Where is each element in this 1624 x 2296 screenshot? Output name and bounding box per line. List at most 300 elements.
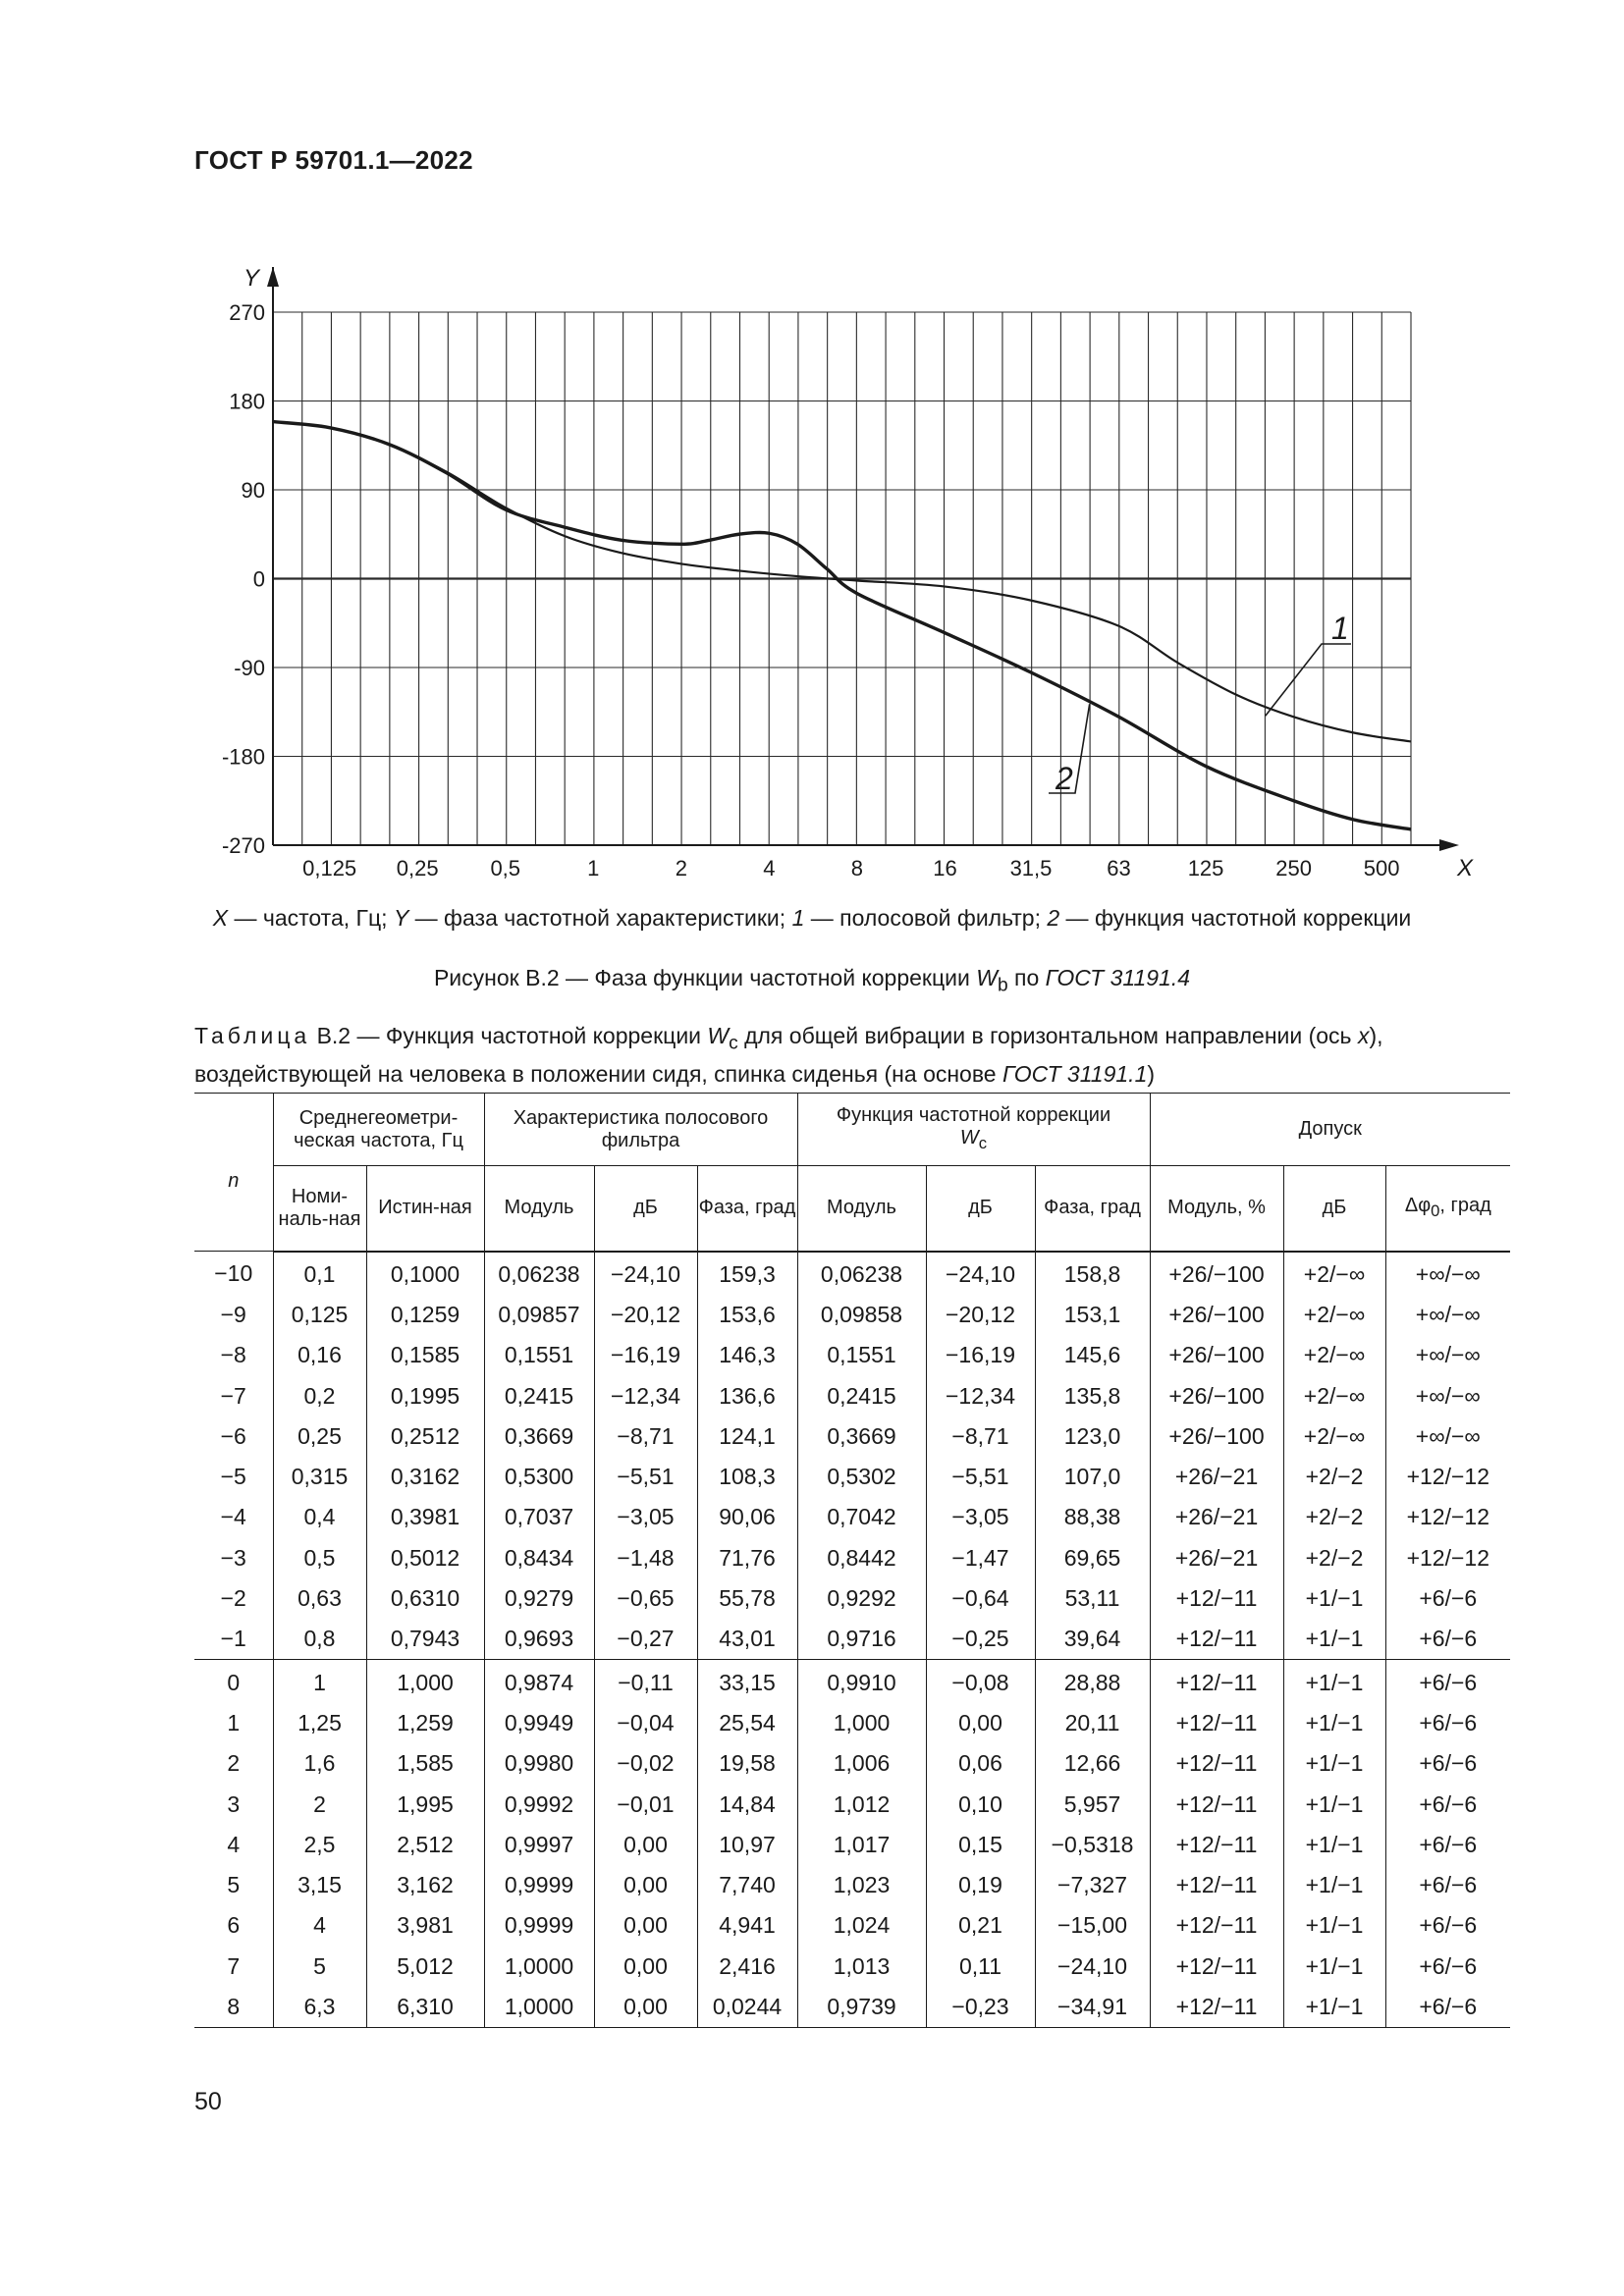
table-cell: 1,012 [797, 1784, 926, 1824]
table-cell: −7,327 [1035, 1865, 1150, 1905]
x-tick-label: 4 [763, 856, 776, 881]
table-cell: 0,8434 [484, 1538, 594, 1578]
table-cell: 0,7037 [484, 1497, 594, 1537]
table-cell: 0,1551 [797, 1335, 926, 1375]
table-cell: −6 [194, 1416, 273, 1457]
table-cell: −12,34 [926, 1375, 1035, 1415]
table-cell: +12/−12 [1385, 1497, 1510, 1537]
caption-w: W [976, 965, 998, 990]
table-cell: +26/−100 [1150, 1375, 1283, 1415]
annotation-label-2: 2 [1056, 761, 1073, 796]
table-title-axis: x [1357, 1023, 1370, 1048]
table-cell: 0,09858 [797, 1295, 926, 1335]
table-cell: +6/−6 [1385, 1703, 1510, 1743]
table-cell: 1,25 [273, 1703, 366, 1743]
table-row [194, 1784, 1510, 1824]
table-cell: 71,76 [697, 1538, 797, 1578]
table-cell: −0,04 [594, 1703, 697, 1743]
table-cell: 12,66 [1035, 1743, 1150, 1784]
table-cell: −12,34 [594, 1375, 697, 1415]
table-cell: 0,6310 [366, 1578, 484, 1619]
table-cell: +2/−∞ [1283, 1295, 1385, 1335]
table-cell: 0,00 [594, 1947, 697, 1987]
table-cell: −4 [194, 1497, 273, 1537]
table-cell: +2/−∞ [1283, 1375, 1385, 1415]
table-cell: 3,15 [273, 1865, 366, 1905]
table-cell: +26/−100 [1150, 1252, 1283, 1295]
table-cell: +2/−∞ [1283, 1335, 1385, 1375]
table-cell: −0,01 [594, 1784, 697, 1824]
table-cell: 10,97 [697, 1825, 797, 1865]
chart-series [273, 422, 1411, 829]
table-cell: +12/−11 [1150, 1703, 1283, 1743]
table-cell: +12/−11 [1150, 1947, 1283, 1987]
legend-t2: — функция частотной коррекции [1059, 905, 1412, 931]
table-cell: 7 [194, 1947, 273, 1987]
table-cell: +1/−1 [1283, 1865, 1385, 1905]
table-title-w: W [707, 1023, 730, 1048]
y-axis-label: Y [244, 265, 260, 292]
legend-y-symbol: Y [393, 905, 409, 931]
header-tol-db: дБ [1283, 1166, 1385, 1252]
table-title-label: Таблица [194, 1023, 311, 1048]
caption-prefix: Рисунок В.2 — Фаза функции частотной коррекции [433, 965, 977, 990]
table-cell: −10 [194, 1252, 273, 1295]
table-cell: 6,310 [366, 1987, 484, 2028]
document-header: ГОСТ Р 59701.1—2022 [194, 145, 473, 175]
table-cell: −0,65 [594, 1578, 697, 1619]
table-cell: 0,7042 [797, 1497, 926, 1537]
table-cell: +1/−1 [1283, 1947, 1385, 1987]
table-cell: 0,9999 [484, 1865, 594, 1905]
table-cell: −20,12 [926, 1295, 1035, 1335]
x-tick-label: 8 [850, 856, 864, 881]
table-cell: 1,023 [797, 1865, 926, 1905]
table-cell: 0,5302 [797, 1457, 926, 1497]
table-cell: 2,512 [366, 1825, 484, 1865]
table-cell: −16,19 [926, 1335, 1035, 1375]
table-cell: 0,9999 [484, 1905, 594, 1946]
header-corr-db: дБ [926, 1166, 1035, 1252]
x-tick-label: 125 [1187, 856, 1224, 881]
table-cell: 0,00 [594, 1825, 697, 1865]
table-cell: 53,11 [1035, 1578, 1150, 1619]
table-cell: 1,6 [273, 1743, 366, 1784]
table-cell: 136,6 [697, 1375, 797, 1415]
x-tick-label: 0,5 [490, 856, 521, 881]
table-cell: +2/−2 [1283, 1497, 1385, 1537]
table-cell: +1/−1 [1283, 1743, 1385, 1784]
table-cell: 1,995 [366, 1784, 484, 1824]
table-cell: 0,8442 [797, 1538, 926, 1578]
table-row [194, 1987, 1510, 2028]
table-cell: −0,64 [926, 1578, 1035, 1619]
table-cell: −7 [194, 1375, 273, 1415]
header-band-db: дБ [594, 1166, 697, 1252]
table-cell: 55,78 [697, 1578, 797, 1619]
table-cell: +2/−2 [1283, 1457, 1385, 1497]
table-cell: 90,06 [697, 1497, 797, 1537]
header-corr-module: Модуль [797, 1166, 926, 1252]
table-cell: −0,27 [594, 1619, 697, 1660]
table-cell: 0,315 [273, 1457, 366, 1497]
table-cell: +2/−∞ [1283, 1416, 1385, 1457]
table-row [194, 1497, 1510, 1537]
table-cell: −34,91 [1035, 1987, 1150, 2028]
table-cell: +12/−11 [1150, 1619, 1283, 1660]
table-cell: +12/−11 [1150, 1905, 1283, 1946]
table-cell: 0,21 [926, 1905, 1035, 1946]
table-row [194, 1703, 1510, 1743]
table-cell: 5 [273, 1947, 366, 1987]
table-cell: +1/−1 [1283, 1660, 1385, 1703]
table-cell: 28,88 [1035, 1660, 1150, 1703]
table-cell: 1,259 [366, 1703, 484, 1743]
table-cell: −0,11 [594, 1660, 697, 1703]
page-number: 50 [194, 2088, 222, 2115]
table-cell: −3,05 [594, 1497, 697, 1537]
header-nominal: Номи-наль-ная [273, 1166, 366, 1252]
table-cell: 0,00 [926, 1703, 1035, 1743]
table-cell: 5,957 [1035, 1784, 1150, 1824]
table-cell: 0,63 [273, 1578, 366, 1619]
table-row [194, 1947, 1510, 1987]
table-cell: +12/−11 [1150, 1865, 1283, 1905]
table-cell: +∞/−∞ [1385, 1252, 1510, 1295]
table-row [194, 1416, 1510, 1457]
table-cell: 0,5300 [484, 1457, 594, 1497]
legend-n1: 1 [791, 905, 805, 931]
x-tick-label: 2 [675, 856, 687, 881]
table-cell: 153,1 [1035, 1295, 1150, 1335]
table-cell: 0,00 [594, 1987, 697, 2028]
table-cell: −0,5318 [1035, 1825, 1150, 1865]
table-cell: 1,024 [797, 1905, 926, 1946]
header-true: Истин-ная [366, 1166, 484, 1252]
table-cell: 0,3669 [484, 1416, 594, 1457]
table-cell: +26/−21 [1150, 1457, 1283, 1497]
table-cell: 0,00 [594, 1905, 697, 1946]
table-row [194, 1375, 1510, 1415]
x-tick-label: 1 [587, 856, 600, 881]
table-cell: 6 [194, 1905, 273, 1946]
table-cell: 135,8 [1035, 1375, 1150, 1415]
phase-chart [0, 0, 1624, 893]
table-cell: 0,4 [273, 1497, 366, 1537]
table-cell: 0,10 [926, 1784, 1035, 1824]
table-cell: 2 [273, 1784, 366, 1824]
table-cell: 88,38 [1035, 1497, 1150, 1537]
table-cell: +26/−21 [1150, 1538, 1283, 1578]
y-tick-label: 90 [241, 478, 265, 503]
table-cell: +6/−6 [1385, 1619, 1510, 1660]
table-cell: 1,0000 [484, 1947, 594, 1987]
table-cell: 0 [194, 1660, 273, 1703]
table-cell: 0,3981 [366, 1497, 484, 1537]
table-cell: 0,5012 [366, 1538, 484, 1578]
table-cell: +6/−6 [1385, 1947, 1510, 1987]
table-cell: +1/−1 [1283, 1578, 1385, 1619]
table-cell: 0,2512 [366, 1416, 484, 1457]
table-cell: −3,05 [926, 1497, 1035, 1537]
table-title-ref: ГОСТ 31191.1 [1002, 1060, 1148, 1087]
table-cell: 1,000 [797, 1703, 926, 1743]
table-cell: +12/−11 [1150, 1825, 1283, 1865]
table-row [194, 1538, 1510, 1578]
table-cell: 0,9739 [797, 1987, 926, 2028]
table-cell: 146,3 [697, 1335, 797, 1375]
table-cell: 0,06 [926, 1743, 1035, 1784]
table-cell: −5 [194, 1457, 273, 1497]
x-tick-label: 0,125 [302, 856, 357, 881]
table-cell: −20,12 [594, 1295, 697, 1335]
table-cell: 0,9292 [797, 1578, 926, 1619]
table-cell: 1,017 [797, 1825, 926, 1865]
table-cell: 0,00 [594, 1865, 697, 1905]
x-tick-label: 0,25 [396, 856, 439, 881]
table-cell: 0,06238 [797, 1252, 926, 1295]
table-cell: 0,25 [273, 1416, 366, 1457]
x-axis-arrow [1439, 839, 1459, 851]
table-cell: 1,006 [797, 1743, 926, 1784]
table-cell: +12/−11 [1150, 1743, 1283, 1784]
table-cell: +6/−6 [1385, 1660, 1510, 1703]
table-cell: 2,5 [273, 1825, 366, 1865]
table-body [194, 1252, 1510, 2028]
legend-t1: — полосовой фильтр; [804, 905, 1048, 931]
legend-x-symbol: X [212, 905, 229, 931]
table-row [194, 1252, 1510, 1295]
table-cell: −9 [194, 1295, 273, 1335]
table-cell: 2,416 [697, 1947, 797, 1987]
table-cell: +∞/−∞ [1385, 1295, 1510, 1335]
header-tolerance-group: Допуск [1150, 1094, 1510, 1166]
table-cell: +6/−6 [1385, 1784, 1510, 1824]
table-title-p4: ) [1147, 1060, 1156, 1087]
table-cell: +6/−6 [1385, 1825, 1510, 1865]
table-cell: 0,15 [926, 1825, 1035, 1865]
caption-mid: по [1007, 965, 1046, 990]
header-n: n [194, 1094, 273, 1252]
table-cell: −0,23 [926, 1987, 1035, 2028]
table-cell: 0,7943 [366, 1619, 484, 1660]
table-title-w-sub: c [729, 1033, 738, 1054]
table-cell: −0,25 [926, 1619, 1035, 1660]
table-cell: −24,10 [1035, 1947, 1150, 1987]
table-cell: 20,11 [1035, 1703, 1150, 1743]
header-band-filter-group: Характеристика полосового фильтра [484, 1094, 797, 1166]
table-row [194, 1743, 1510, 1784]
table-cell: 0,9910 [797, 1660, 926, 1703]
table-cell: +6/−6 [1385, 1905, 1510, 1946]
table-cell: −24,10 [926, 1252, 1035, 1295]
y-axis-arrow [267, 267, 279, 287]
table-cell: +6/−6 [1385, 1578, 1510, 1619]
x-tick-label: 31,5 [1009, 856, 1053, 881]
y-tick-label: -270 [221, 833, 265, 858]
table-cell: 0,3162 [366, 1457, 484, 1497]
table-cell: −0,02 [594, 1743, 697, 1784]
caption-ref: ГОСТ 31191.4 [1045, 965, 1191, 990]
header-correction-group: Функция частотной коррекции $W_c$ [797, 1094, 1150, 1166]
table-cell: +12/−11 [1150, 1987, 1283, 2028]
header-corr-phase: Фаза, град [1035, 1166, 1150, 1252]
table-cell: +6/−6 [1385, 1987, 1510, 2028]
annotation-leader-1 [1266, 644, 1351, 716]
table-cell: +26/−100 [1150, 1416, 1283, 1457]
table-cell: 0,1259 [366, 1295, 484, 1335]
caption-w-sub: b [997, 975, 1008, 996]
y-tick-label: 0 [252, 566, 265, 592]
y-tick-label: 180 [229, 389, 265, 414]
table-cell: 8 [194, 1987, 273, 2028]
table-cell: +26/−100 [1150, 1335, 1283, 1375]
table-cell: +1/−1 [1283, 1784, 1385, 1824]
table-cell: 0,0244 [697, 1987, 797, 2028]
table-row [194, 1865, 1510, 1905]
table-cell: 0,16 [273, 1335, 366, 1375]
table-cell: 0,9997 [484, 1825, 594, 1865]
table-cell: −15,00 [1035, 1905, 1150, 1946]
table-row [194, 1335, 1510, 1375]
table-cell: +∞/−∞ [1385, 1335, 1510, 1375]
table-cell: +6/−6 [1385, 1865, 1510, 1905]
table-cell: 0,9949 [484, 1703, 594, 1743]
table-cell: +1/−1 [1283, 1825, 1385, 1865]
table-cell: 0,2415 [797, 1375, 926, 1415]
frequency-correction-table [194, 1093, 1510, 2028]
table-cell: −1,47 [926, 1538, 1035, 1578]
table-cell: 0,5 [273, 1538, 366, 1578]
table-cell: 0,2 [273, 1375, 366, 1415]
table-cell: 1,000 [366, 1660, 484, 1703]
table-cell: 0,125 [273, 1295, 366, 1335]
legend-n2: 2 [1047, 905, 1060, 931]
table-cell: 5,012 [366, 1947, 484, 1987]
table-cell: +12/−12 [1385, 1538, 1510, 1578]
table-cell: 3,981 [366, 1905, 484, 1946]
header-tol-module: Модуль, % [1150, 1166, 1283, 1252]
y-tick-label: -90 [234, 656, 265, 680]
table-cell: 43,01 [697, 1619, 797, 1660]
table-title-p3: ), воздействующей на человека в положении сидя, спинка сиденья (на основе [194, 1023, 1383, 1087]
table-cell: +12/−11 [1150, 1660, 1283, 1703]
table-cell: +26/−21 [1150, 1497, 1283, 1537]
table-cell: 0,9992 [484, 1784, 594, 1824]
table-cell: +2/−2 [1283, 1538, 1385, 1578]
table-cell: +2/−∞ [1283, 1252, 1385, 1295]
header-band-phase: Фаза, град [697, 1166, 797, 1252]
table-cell: 14,84 [697, 1784, 797, 1824]
table-cell: 4,941 [697, 1905, 797, 1946]
table-cell: 0,19 [926, 1865, 1035, 1905]
table-cell: −3 [194, 1538, 273, 1578]
header-band-module: Модуль [484, 1166, 594, 1252]
table-cell: 158,8 [1035, 1252, 1150, 1295]
figure-caption [0, 965, 1624, 997]
table-cell: 145,6 [1035, 1335, 1150, 1375]
table-cell: 0,9716 [797, 1619, 926, 1660]
table-cell: 108,3 [697, 1457, 797, 1497]
table-cell: 1,0000 [484, 1987, 594, 2028]
header-freq-group: Среднегеометри-ческая частота, Гц [273, 1094, 484, 1166]
table-cell: 0,3669 [797, 1416, 926, 1457]
table-cell: −1,48 [594, 1538, 697, 1578]
table-cell: 0,11 [926, 1947, 1035, 1987]
x-axis-label: X [1456, 855, 1474, 881]
table-cell: +1/−1 [1283, 1905, 1385, 1946]
table-cell: −24,10 [594, 1252, 697, 1295]
header-tol-phase: $\Delta\varphi_0$, град [1385, 1166, 1510, 1252]
table-cell: 3 [194, 1784, 273, 1824]
table-cell: 0,1585 [366, 1335, 484, 1375]
table-cell: 0,09857 [484, 1295, 594, 1335]
table-row [194, 1619, 1510, 1660]
table-cell: 0,1995 [366, 1375, 484, 1415]
table-cell: 0,9279 [484, 1578, 594, 1619]
table-cell: −5,51 [594, 1457, 697, 1497]
series-line-2 [273, 422, 1411, 829]
table-cell: 5 [194, 1865, 273, 1905]
chart-x-ticks [302, 856, 1399, 881]
table-cell: 1,013 [797, 1947, 926, 1987]
table-cell: −8,71 [594, 1416, 697, 1457]
table-cell: 4 [273, 1905, 366, 1946]
table-cell: +26/−100 [1150, 1295, 1283, 1335]
table-cell: 107,0 [1035, 1457, 1150, 1497]
x-tick-label: 63 [1107, 856, 1131, 881]
table-cell: 19,58 [697, 1743, 797, 1784]
table-cell: +12/−12 [1385, 1457, 1510, 1497]
x-tick-label: 16 [933, 856, 957, 881]
table-cell: +1/−1 [1283, 1619, 1385, 1660]
table-cell: 0,1 [273, 1252, 366, 1295]
table-cell: −2 [194, 1578, 273, 1619]
table-cell: 123,0 [1035, 1416, 1150, 1457]
table-cell: 4 [194, 1825, 273, 1865]
table-row [194, 1457, 1510, 1497]
table-cell: 69,65 [1035, 1538, 1150, 1578]
table-row [194, 1578, 1510, 1619]
table-row [194, 1660, 1510, 1703]
table-cell: +12/−11 [1150, 1578, 1283, 1619]
table-cell: +12/−11 [1150, 1784, 1283, 1824]
y-tick-label: -180 [221, 744, 265, 770]
table-cell: 0,9693 [484, 1619, 594, 1660]
figure-legend [0, 905, 1624, 932]
table-cell: 6,3 [273, 1987, 366, 2028]
table-cell: 124,1 [697, 1416, 797, 1457]
table-cell: −8,71 [926, 1416, 1035, 1457]
table-cell: 0,2415 [484, 1375, 594, 1415]
table-cell: 0,1000 [366, 1252, 484, 1295]
table-cell: +∞/−∞ [1385, 1375, 1510, 1415]
table-cell: 159,3 [697, 1252, 797, 1295]
table-cell: 0,06238 [484, 1252, 594, 1295]
table-cell: −1 [194, 1619, 273, 1660]
table-cell: −5,51 [926, 1457, 1035, 1497]
y-tick-label: 270 [229, 300, 265, 325]
x-tick-label: 250 [1275, 856, 1312, 881]
table-cell: +1/−1 [1283, 1703, 1385, 1743]
table-title-p2: для общей вибрации в горизонтальном направлении (ось [737, 1023, 1358, 1048]
table-cell: +1/−1 [1283, 1987, 1385, 2028]
table-cell: +∞/−∞ [1385, 1416, 1510, 1457]
x-tick-label: 500 [1363, 856, 1400, 881]
table-cell: 33,15 [697, 1660, 797, 1703]
annotation-label-1: 1 [1331, 611, 1349, 646]
chart-y-ticks [222, 300, 265, 858]
